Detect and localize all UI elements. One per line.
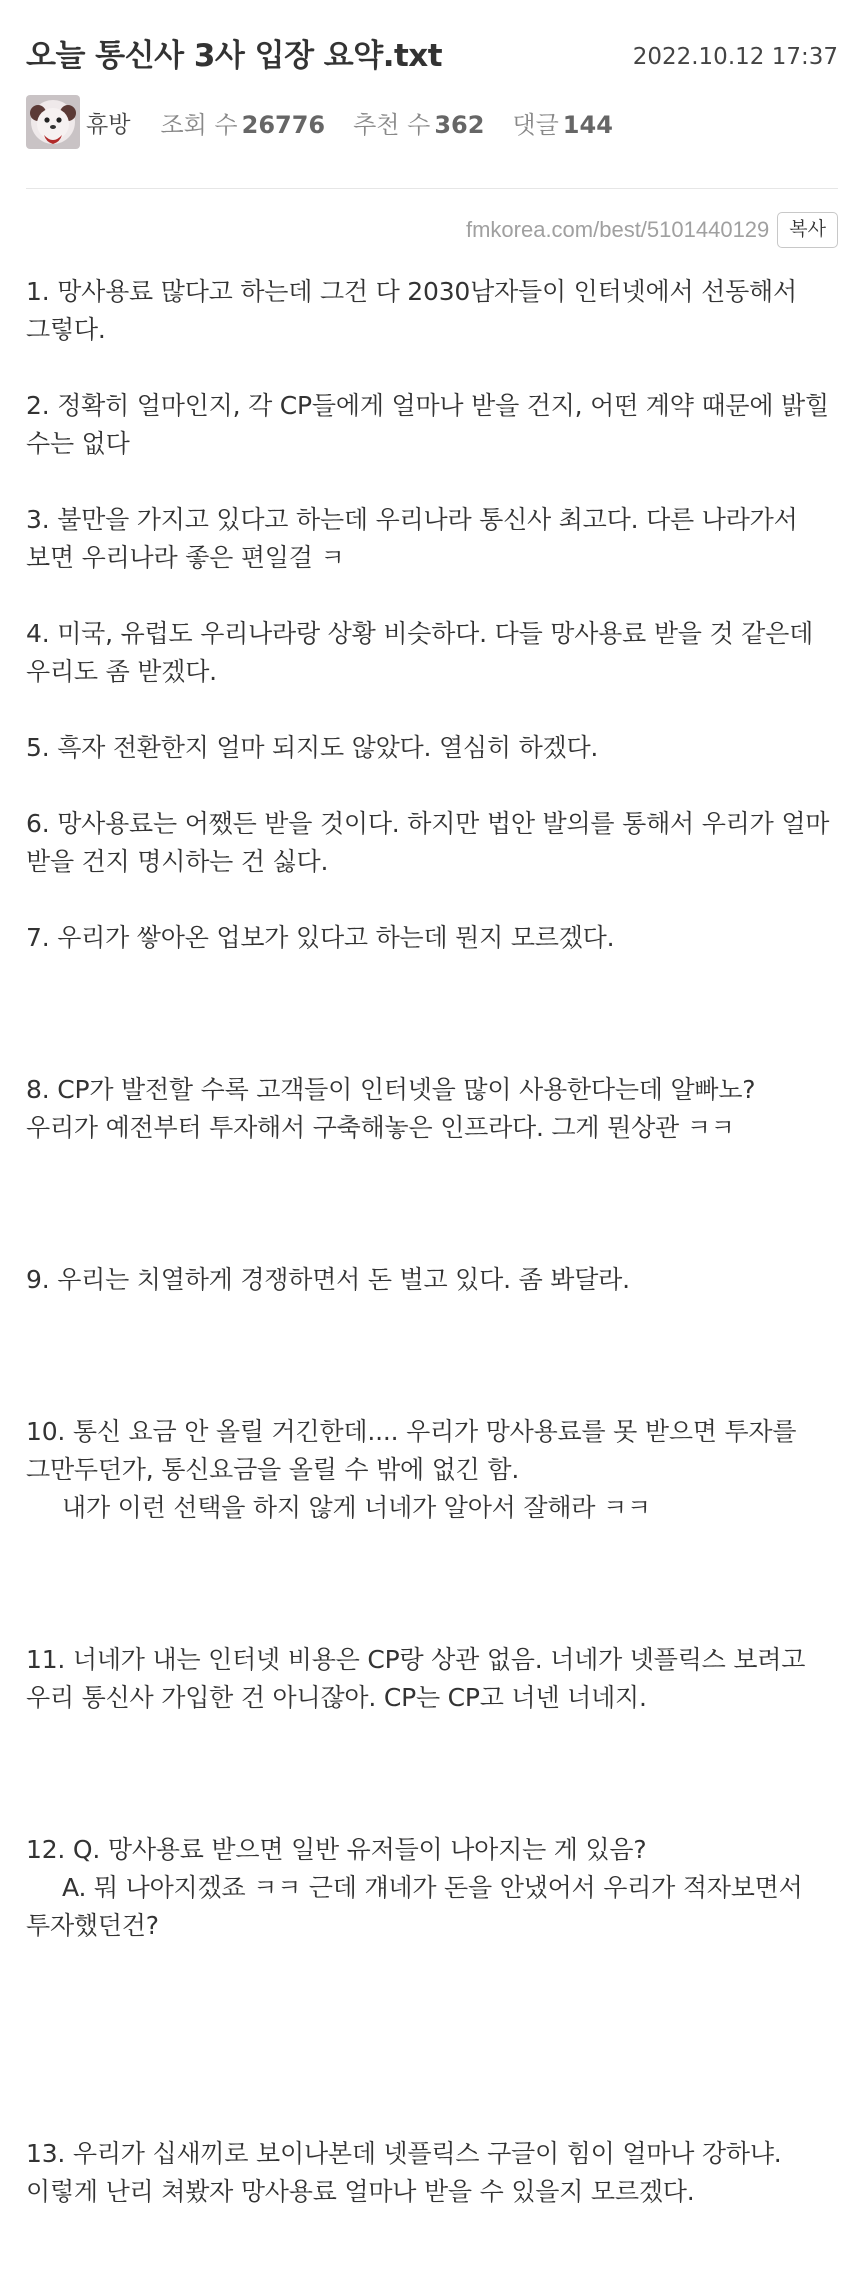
paragraph-9: 9. 우리는 치열하게 경쟁하면서 돈 벌고 있다. 좀 봐달라. [26,1265,630,1294]
paragraph-10-line-1: 10. 통신 요금 안 올릴 거긴한데.... 우리가 망사용료를 못 받으면 투자를 그만두던가, 통신요금을 올릴 수 밖에 없긴 함. [26,1417,805,1484]
header-divider [26,188,838,189]
paragraph-13 [26,2059,838,2287]
paragraph-10-line-2: 내가 이런 선택을 하지 않게 너네가 알아서 잘해라 ㅋㅋ [62,1493,651,1522]
paragraph-7: 7. 우리가 쌓아온 업보가 있다고 하는데 뭔지 모르겠다. [26,923,615,952]
paragraph-13-line-2: 이렇게 난리 쳐봤자 망사용료 얼마나 받을 수 있을지 모르겠다. [26,2177,695,2206]
view-count-value: 26776 [241,110,326,139]
url-row [26,211,838,249]
paragraph-13-line-1: 13. 우리가 십새끼로 보이나본데 넷플릭스 구글이 힘이 얼마나 강하냐. [26,2139,782,2168]
comment-count[interactable] [512,105,612,140]
paragraph-11: 11. 너네가 내는 인터넷 비용은 CP랑 상관 없음. 너네가 넷플릭스 보려고 우리 통신사 가입한 건 아니잖아. CP는 CP고 너넨 너네지. [26,1645,813,1712]
like-count-value: 362 [434,110,485,139]
post-title: 오늘 통신사 3사 입장 요약.txt [26,38,443,74]
post-header [26,0,838,150]
paragraph-8-line-2: 우리가 예전부터 투자해서 구축해놓은 인프라다. 그게 뭔상관 ㅋㅋ [26,1113,735,1142]
paragraph-8-line-1: 8. CP가 발전할 수록 고객들이 인터넷을 많이 사용한다는데 알빠노? [26,1075,756,1104]
post-date: 2022.10.12 17:37 [632,44,838,70]
paragraph-8 [26,995,838,1223]
avatar-face-icon [26,95,80,149]
paragraph-12 [26,1755,838,2021]
paragraph-6: 6. 망사용료는 어쨌든 받을 것이다. 하지만 법안 발의를 통해서 우리가 얼마 받을 건지 명시하는 건 싫다. [26,809,837,876]
paragraph-12-line-1: 12. Q. 망사용료 받으면 일반 유저들이 나아지는 게 있음? [26,1835,647,1864]
paragraph-3: 3. 불만을 가지고 있다고 하는데 우리나라 통신사 최고다. 다른 나라가서 보면 우리나라 좋은 편일걸 ㅋ [26,505,806,572]
post-url[interactable]: fmkorea.com/best/5101440129 [465,217,770,242]
view-count [160,105,325,140]
paragraph-10 [26,1337,838,1603]
comment-count-label: 댓글 [512,110,559,139]
copy-url-button[interactable]: 복사 [777,212,838,248]
like-count-label: 추천 수 [353,110,431,139]
paragraph-12-line-2: A. 뭐 나아지겠죠 ㅋㅋ 근데 걔네가 돈을 안냈어서 우리가 적자보면서 투자했던건? [26,1873,811,1940]
paragraph-5: 5. 흑자 전환한지 얼마 되지도 않았다. 열심히 하겠다. [26,733,599,762]
view-count-label: 조회 수 [160,110,238,139]
avatar[interactable] [26,95,80,149]
post-content [26,273,838,2287]
paragraph-1: 1. 망사용료 많다고 하는데 그건 다 2030남자들이 인터넷에서 선동해서 그렇다. [26,277,805,344]
paragraph-4: 4. 미국, 유럽도 우리나라랑 상황 비슷하다. 다들 망사용료 받을 것 같은데 우리도 좀 받겠다. [26,619,821,686]
post-meta [26,94,838,150]
author-name[interactable]: 휴방 [86,111,131,138]
comment-count-value: 144 [562,110,613,139]
like-count [353,105,484,140]
paragraph-2: 2. 정확히 얼마인지, 각 CP들에게 얼마나 받을 건지, 어떤 계약 때문에 밝힐 수는 없다 [26,391,837,458]
